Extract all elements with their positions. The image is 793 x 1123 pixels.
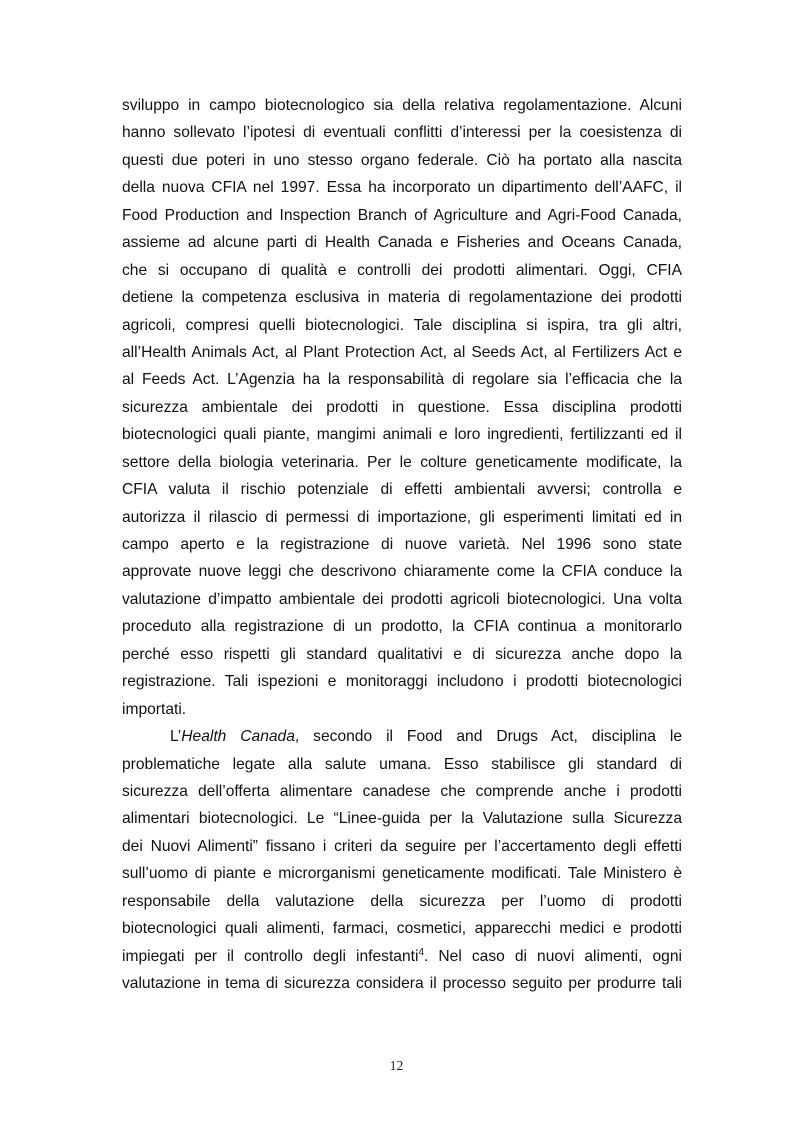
text-line: che si occupano di qualità e controlli dei prodotti alimentari. Oggi, CFIA bbox=[122, 261, 682, 279]
text-line bbox=[122, 943, 682, 970]
text-line: CFIA valuta il rischio potenziale di effetti ambientali avversi; controlla e bbox=[122, 481, 682, 499]
text-line: campo aperto e la registrazione di nuove varietà. Nel 1996 sono state bbox=[122, 536, 682, 553]
text-line: al Feeds Act. L’Agenzia ha la responsabilità di regolare sia l’efficacia che la bbox=[122, 371, 682, 389]
text-line: sull’uomo di piante e microrganismi geneticamente modificati. Tale Ministero è bbox=[122, 865, 682, 883]
text-line: della nuova CFIA nel 1997. Essa ha incorporato un dipartimento dell’AAFC, il bbox=[122, 179, 682, 197]
text-line: importati. bbox=[122, 700, 187, 718]
text-line: proceduto alla registrazione di un prodotto, la CFIA continua a monitorarlo bbox=[122, 618, 682, 636]
text-line: settore della biologia veterinaria. Per le colture geneticamente modificate, la bbox=[122, 453, 682, 471]
text-line: valutazione d’impatto ambientale dei prodotti agricoli biotecnologici. Una volta bbox=[122, 590, 682, 608]
text-line: biotecnologici quali piante, mangimi animali e loro ingredienti, fertilizzanti ed il bbox=[122, 426, 682, 444]
text-line: registrazione. Tali ispezioni e monitoraggi includono i prodotti biotecnologici bbox=[122, 673, 682, 691]
text-line: autorizza il rilascio di permessi di importazione, gli esperimenti limitati ed in bbox=[122, 508, 682, 526]
health-canada-italic: Health Canada bbox=[181, 728, 295, 746]
text-line: assieme ad alcune parti di Health Canada e Fisheries and Oceans Canada, bbox=[122, 234, 682, 252]
text-fragment: , secondo il Food and Drugs Act, disciplina le bbox=[294, 728, 682, 746]
text-line: Food Production and Inspection Branch of Agriculture and Agri-Food Canada, bbox=[122, 206, 682, 224]
body-text bbox=[122, 92, 682, 997]
text-line: sicurezza dell’offerta alimentare canadese che comprende anche i prodotti bbox=[122, 782, 682, 800]
footnote-marker[interactable]: 4 bbox=[418, 946, 425, 958]
paragraph-1 bbox=[122, 92, 682, 723]
text-line: problematiche legate alla salute umana. Esso stabilisce gli standard di bbox=[122, 755, 682, 773]
text-line: responsabile della valutazione della sicurezza per l’uomo di prodotti bbox=[122, 892, 682, 910]
paragraph-2 bbox=[122, 723, 682, 997]
text-line: valutazione in tema di sicurezza considera il processo seguito per produrre tali bbox=[122, 975, 682, 992]
text-fragment: impiegati per il controllo degli infestanti bbox=[122, 947, 419, 965]
text-line: sicurezza ambientale dei prodotti in questione. Essa disciplina prodotti bbox=[122, 398, 682, 416]
text-line: sviluppo in campo biotecnologico sia della relativa regolamentazione. Alcuni bbox=[122, 97, 682, 114]
text-line bbox=[122, 723, 682, 750]
text-line: dei Nuovi Alimenti” fissano i criteri da seguire per l’accertamento degli effetti bbox=[122, 837, 682, 855]
text-line: questi due poteri in uno stesso organo federale. Ciò ha portato alla nascita bbox=[122, 151, 682, 169]
text-line: alimentari biotecnologici. Le “Linee-guida per la Valutazione sulla Sicurezza bbox=[122, 810, 682, 828]
text-fragment: L’ bbox=[170, 728, 182, 746]
text-line: hanno sollevato l’ipotesi di eventuali conflitti d’interessi per la coesistenza di bbox=[122, 124, 682, 142]
text-line: perché esso rispetti gli standard qualitativi e di sicurezza anche dopo la bbox=[122, 645, 682, 663]
text-line: agricoli, compresi quelli biotecnologici. Tale disciplina si ispira, tra gli altri, bbox=[122, 316, 682, 334]
text-line: approvate nuove leggi che descrivono chiaramente come la CFIA conduce la bbox=[122, 563, 682, 581]
text-line: all’Health Animals Act, al Plant Protection Act, al Seeds Act, al Fertilizers Act e bbox=[122, 343, 682, 361]
text-line: detiene la competenza esclusiva in materia di regolamentazione dei prodotti bbox=[122, 289, 682, 307]
page-number: 12 bbox=[389, 1058, 404, 1073]
text-fragment: . Nel caso di nuovi alimenti, ogni bbox=[424, 947, 682, 965]
text-line: biotecnologici quali alimenti, farmaci, cosmetici, apparecchi medici e prodotti bbox=[122, 920, 682, 938]
